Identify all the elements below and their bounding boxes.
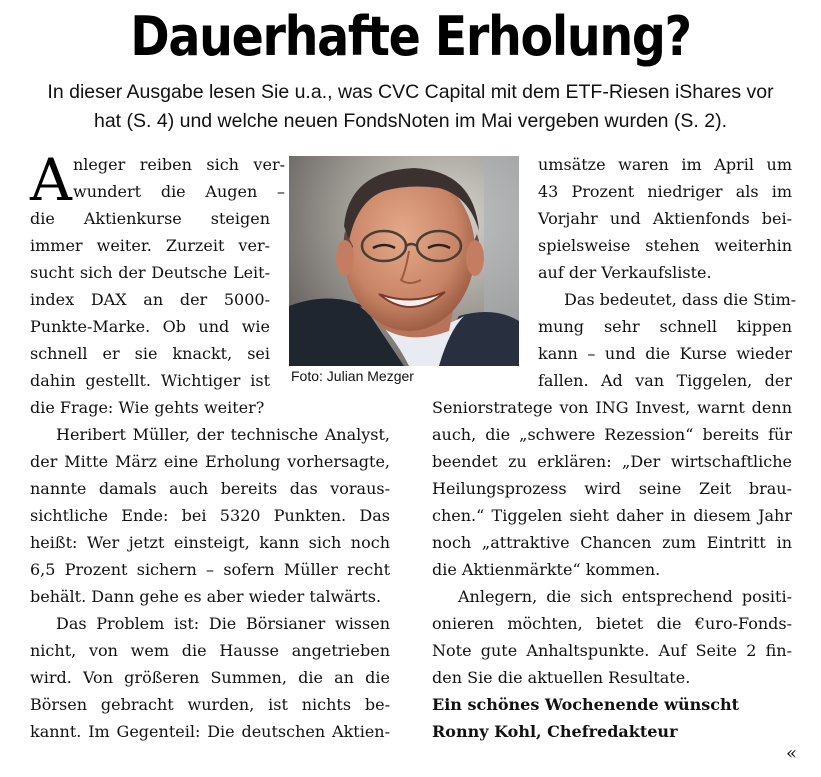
article-column-2	[432, 151, 800, 745]
text-line: chen.“ Tiggelen sieht daher in diesem Jahr	[432, 506, 792, 525]
text-line: Note gute Anhaltspunkte. Auf Seite 2 fin-	[432, 641, 792, 660]
text-line: behält. Dann gehe es aber wieder talwärts.	[30, 587, 382, 606]
text-line: umsätze waren im April um	[538, 155, 792, 174]
photo-caption: Foto: Julian Mezger	[291, 368, 414, 384]
text-line: Das bedeutet, dass die Stim-	[564, 290, 797, 309]
text-line: Seniorstratege von ING Invest, warnt denn	[432, 398, 792, 417]
text-line: sichtliche Ende: bei 5320 Punkten. Das	[30, 506, 390, 525]
text-line: nleger reiben sich ver-	[73, 155, 285, 174]
text-line: index DAX an der 5000-	[30, 290, 270, 309]
text-line: Heribert Müller, der technische Analyst,	[56, 425, 390, 444]
text-line: 6,5 Prozent sichern – sofern Müller recht	[30, 560, 390, 579]
text-line: Vorjahr und Aktienfonds bei-	[538, 209, 792, 228]
text-line: auch, die „schwere Rezession“ bereits für	[432, 425, 792, 444]
text-line: spielsweise stehen weiterhin	[538, 236, 792, 255]
text-line: Punkte-Marke. Ob und wie	[30, 317, 270, 336]
text-line: Anlegern, die sich entsprechend positi-	[458, 587, 792, 606]
text-line: der Mitte März eine Erholung vorhersagte,	[30, 452, 390, 471]
text-line: schnell er sie knackt, sei	[30, 344, 270, 363]
text-line: auf der Verkaufsliste.	[538, 263, 712, 282]
headline: Dauerhafte Erholung?	[130, 5, 691, 68]
text-line: kannt. Im Gegenteil: Die deutschen Aktien-	[30, 722, 390, 741]
text-line: beendet zu erklären: „Der wirtschaftliche	[432, 452, 792, 471]
text-line: Heilungsprozess wird seine Zeit brau-	[432, 479, 792, 498]
text-line: wundert die Augen –	[73, 182, 285, 201]
text-line: noch „attraktive Chancen zum Eintritt in	[432, 533, 792, 552]
text-line: mung sehr schnell kippen	[538, 317, 792, 336]
deck-intro	[0, 78, 821, 136]
text-line: dahin gestellt. Wichtiger ist	[30, 371, 270, 390]
text-line: die Aktienmärkte“ kommen.	[432, 560, 661, 579]
text-line: 43 Prozent niedriger als im	[538, 182, 792, 201]
text-line: onieren möchten, bietet die €uro-Fonds-	[432, 614, 792, 633]
text-line: nicht, von wem die Hausse angetrieben	[30, 641, 390, 660]
text-line: sucht sich der Deutsche Leit-	[30, 263, 270, 282]
text-line: nannte damals auch bereits das voraus-	[30, 479, 390, 498]
drop-cap: A	[30, 146, 72, 214]
signoff-author: Ronny Kohl, Chefredakteur	[432, 722, 678, 741]
end-mark: «	[786, 743, 798, 764]
deck-line: hat (S. 4) und welche neuen FondsNoten im Mai vergeben wurden (S. 2).	[93, 110, 727, 132]
text-line: kann – und die Kurse wieder	[538, 344, 792, 363]
text-line: den Sie die aktuellen Resultate.	[432, 668, 691, 687]
text-line: heißt: Wer jetzt einsteigt, kann sich noch	[30, 533, 390, 552]
text-line: die Aktienkurse steigen	[30, 209, 270, 228]
text-line: wird. Von größeren Summen, die an die	[30, 668, 390, 687]
text-line: immer weiter. Zurzeit ver-	[30, 236, 270, 255]
deck-line: In dieser Ausgabe lesen Sie u.a., was CVC Capital mit dem ETF-Riesen iShares vor	[47, 81, 774, 103]
text-line: Börsen gebracht wurden, ist nichts be-	[30, 695, 390, 714]
text-line: Das Problem ist: Die Börsianer wissen	[56, 614, 390, 633]
signoff-line: Ein schönes Wochenende wünscht	[432, 695, 740, 714]
text-line: die Frage: Wie gehts weiter?	[30, 398, 265, 417]
text-line: fallen. Ad van Tiggelen, der	[538, 371, 792, 390]
